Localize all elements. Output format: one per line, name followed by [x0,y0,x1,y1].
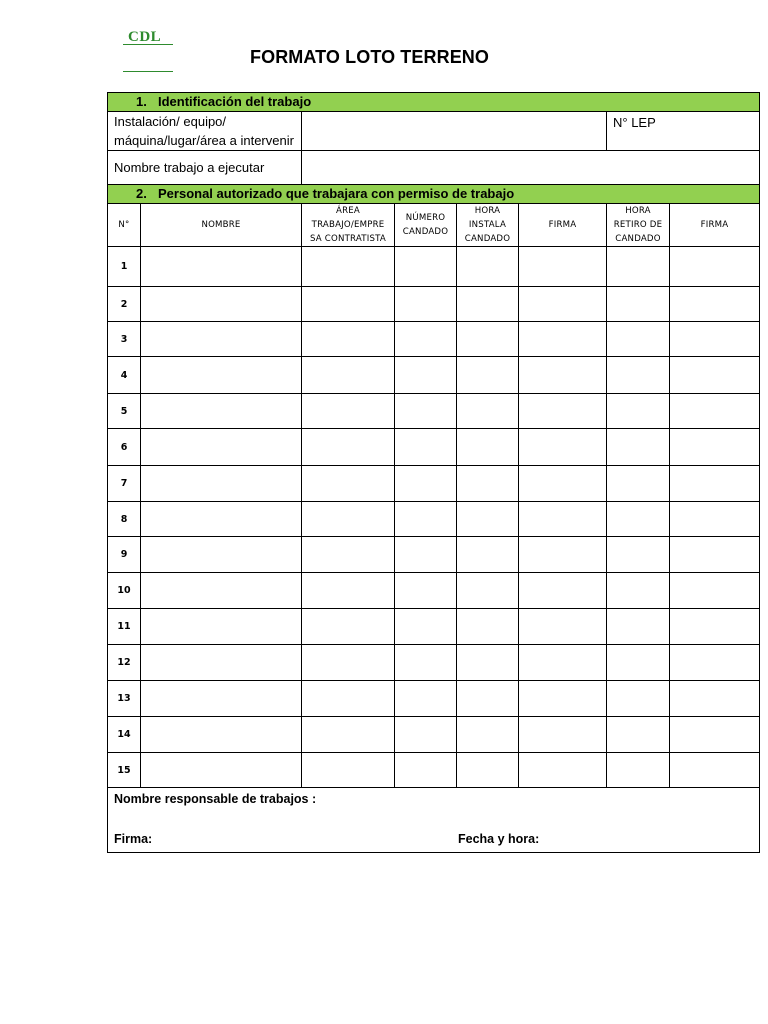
col-hora-instala-cell[interactable] [457,717,519,753]
table-row [108,573,760,609]
section2-number: 2. [136,186,147,201]
footer-row [108,788,760,853]
col-nombre-cell[interactable] [141,609,302,645]
row-number: 4 [108,357,141,394]
section1-number: 1. [136,94,147,109]
col-hora-instala-cell[interactable] [457,394,519,429]
col-hora-retiro-cell[interactable] [607,247,670,287]
col-hora-retiro-cell[interactable] [607,287,670,322]
col-nombre-cell[interactable] [141,573,302,609]
col-firma-1-cell[interactable] [519,466,607,502]
col-hora-instala-cell[interactable] [457,537,519,573]
row-number: 10 [108,573,141,609]
row-number: 9 [108,537,141,573]
col-firma-1-cell[interactable] [519,537,607,573]
logo-bottom-line [123,71,173,72]
col-hora-instala-header: HORA INSTALA CANDADO [457,204,519,247]
col-firma-1-cell[interactable] [519,609,607,645]
signature-label[interactable]: Firma: [114,832,153,846]
col-numero-candado-cell[interactable] [395,429,457,466]
col-area-cell[interactable] [302,753,395,788]
col-hora-instala-cell[interactable] [457,681,519,717]
col-firma-1-cell[interactable] [519,287,607,322]
footer-cell [108,788,760,853]
col-nombre-cell[interactable] [141,394,302,429]
responsible-label: Nombre responsable de trabajos : [114,792,317,806]
row-number: 11 [108,609,141,645]
col-nombre-cell[interactable] [141,645,302,681]
col-area-cell[interactable] [302,502,395,537]
table-row [108,287,760,322]
col-hora-instala-cell[interactable] [457,645,519,681]
col-firma-2-cell[interactable] [670,357,760,394]
column-header-row [108,204,760,247]
col-numero-candado-cell[interactable] [395,753,457,788]
col-firma-2-cell[interactable] [670,537,760,573]
col-area-cell[interactable] [302,645,395,681]
col-firma-2-cell[interactable] [670,322,760,357]
table-row [108,466,760,502]
table-row [108,357,760,394]
col-firma-1-cell[interactable] [519,753,607,788]
col-hora-retiro-cell[interactable] [607,466,670,502]
col-area-header: ÁREA TRABAJO/EMPRE SA CONTRATISTA [302,204,395,247]
row-number: 13 [108,681,141,717]
row-number: 12 [108,645,141,681]
col-firma-2-cell[interactable] [670,717,760,753]
col-numero-candado-cell[interactable] [395,394,457,429]
col-firma-1-cell[interactable] [519,357,607,394]
col-numero-candado-cell[interactable] [395,247,457,287]
installation-field[interactable] [302,112,607,151]
job-name-row [108,151,760,185]
col-numero-candado-cell[interactable] [395,609,457,645]
date-time-label[interactable]: Fecha y hora: [458,832,540,846]
section1-header-row [108,93,760,112]
table-row [108,609,760,645]
col-firma-1-header: FIRMA [519,204,607,247]
table-row [108,717,760,753]
col-area-cell[interactable] [302,322,395,357]
table-row [108,502,760,537]
col-hora-retiro-cell[interactable] [607,681,670,717]
col-hora-instala-cell[interactable] [457,502,519,537]
col-firma-1-cell[interactable] [519,717,607,753]
col-area-cell[interactable] [302,466,395,502]
job-name-field[interactable] [302,151,760,185]
col-num-header: N° [108,204,141,247]
col-firma-2-cell[interactable] [670,609,760,645]
col-area-cell[interactable] [302,394,395,429]
col-hora-instala-cell[interactable] [457,573,519,609]
col-hora-retiro-cell[interactable] [607,645,670,681]
col-hora-instala-cell[interactable] [457,429,519,466]
col-hora-retiro-cell[interactable] [607,322,670,357]
section1-header [108,93,760,112]
col-nombre-cell[interactable] [141,502,302,537]
col-nombre-cell[interactable] [141,287,302,322]
col-numero-candado-header: NÚMERO CANDADO [395,204,457,247]
col-hora-retiro-cell[interactable] [607,429,670,466]
col-firma-2-header: FIRMA [670,204,760,247]
col-hora-instala-cell[interactable] [457,287,519,322]
col-area-cell[interactable] [302,609,395,645]
col-hora-retiro-cell[interactable] [607,357,670,394]
table-row [108,681,760,717]
col-firma-2-cell[interactable] [670,573,760,609]
table-row [108,429,760,466]
col-hora-instala-cell[interactable] [457,466,519,502]
row-number: 3 [108,322,141,357]
col-hora-instala-cell[interactable] [457,357,519,394]
col-numero-candado-cell[interactable] [395,645,457,681]
logo-text: CDL [128,29,162,45]
installation-row [108,112,760,151]
section2-header [108,185,760,204]
col-nombre-cell[interactable] [141,322,302,357]
company-logo [108,22,188,76]
section1-heading: Identificación del trabajo [158,94,312,109]
col-firma-2-cell[interactable] [670,645,760,681]
table-row [108,322,760,357]
col-hora-retiro-header: HORA RETIRO DE CANDADO [607,204,670,247]
document-title: FORMATO LOTO TERRENO [250,47,489,67]
col-numero-candado-cell[interactable] [395,537,457,573]
col-firma-2-cell[interactable] [670,502,760,537]
col-firma-2-cell[interactable] [670,247,760,287]
col-firma-2-cell[interactable] [670,429,760,466]
row-number: 14 [108,717,141,753]
row-number: 7 [108,466,141,502]
personnel-rows [108,247,760,788]
installation-label [108,112,302,151]
col-firma-1-cell[interactable] [519,645,607,681]
row-number: 6 [108,429,141,466]
col-firma-1-cell[interactable] [519,681,607,717]
col-hora-instala-cell[interactable] [457,753,519,788]
col-nombre-header: NOMBRE [141,204,302,247]
col-nombre-cell[interactable] [141,681,302,717]
table-row [108,394,760,429]
table-row [108,645,760,681]
col-firma-2-cell[interactable] [670,681,760,717]
col-numero-candado-cell[interactable] [395,466,457,502]
col-numero-candado-cell[interactable] [395,357,457,394]
job-name-label: Nombre trabajo a ejecutar [108,151,302,185]
col-area-cell[interactable] [302,537,395,573]
col-firma-1-cell[interactable] [519,429,607,466]
table-row [108,247,760,287]
loto-form-table [107,92,760,853]
table-row [108,537,760,573]
col-firma-1-cell[interactable] [519,247,607,287]
logo-underline [123,44,173,45]
col-hora-instala-cell[interactable] [457,247,519,287]
col-area-cell[interactable] [302,247,395,287]
col-firma-2-cell[interactable] [670,753,760,788]
col-nombre-cell[interactable] [141,357,302,394]
col-firma-2-cell[interactable] [670,394,760,429]
col-hora-retiro-cell[interactable] [607,717,670,753]
table-row [108,753,760,788]
lep-field[interactable] [607,112,760,151]
col-hora-retiro-cell[interactable] [607,502,670,537]
row-number: 5 [108,394,141,429]
col-hora-instala-cell[interactable] [457,609,519,645]
row-number: 8 [108,502,141,537]
col-nombre-cell[interactable] [141,247,302,287]
col-area-cell[interactable] [302,429,395,466]
row-number: 1 [108,247,141,287]
installation-label-line2: máquina/lugar/área a intervenir [114,133,294,148]
col-hora-instala-cell[interactable] [457,322,519,357]
col-area-cell[interactable] [302,573,395,609]
col-hora-retiro-cell[interactable] [607,753,670,788]
col-hora-retiro-cell[interactable] [607,394,670,429]
col-numero-candado-cell[interactable] [395,287,457,322]
col-hora-retiro-cell[interactable] [607,609,670,645]
col-firma-2-cell[interactable] [670,287,760,322]
col-firma-1-cell[interactable] [519,502,607,537]
col-firma-1-cell[interactable] [519,394,607,429]
col-area-cell[interactable] [302,717,395,753]
col-numero-candado-cell[interactable] [395,681,457,717]
col-area-cell[interactable] [302,287,395,322]
section2-heading: Personal autorizado que trabajara con permiso de trabajo [158,186,515,201]
col-nombre-cell[interactable] [141,466,302,502]
col-area-cell[interactable] [302,681,395,717]
col-nombre-cell[interactable] [141,717,302,753]
col-area-cell[interactable] [302,357,395,394]
col-firma-1-cell[interactable] [519,322,607,357]
col-firma-1-cell[interactable] [519,573,607,609]
col-nombre-cell[interactable] [141,537,302,573]
installation-label-line1: Instalación/ equipo/ [114,114,227,129]
row-number: 2 [108,287,141,322]
col-nombre-cell[interactable] [141,753,302,788]
col-firma-2-cell[interactable] [670,466,760,502]
col-numero-candado-cell[interactable] [395,502,457,537]
col-numero-candado-cell[interactable] [395,717,457,753]
col-numero-candado-cell[interactable] [395,573,457,609]
col-nombre-cell[interactable] [141,429,302,466]
col-hora-retiro-cell[interactable] [607,537,670,573]
section2-header-row [108,185,760,204]
col-hora-retiro-cell[interactable] [607,573,670,609]
lep-label: N° LEP [613,115,656,130]
row-number: 15 [108,753,141,788]
col-numero-candado-cell[interactable] [395,322,457,357]
